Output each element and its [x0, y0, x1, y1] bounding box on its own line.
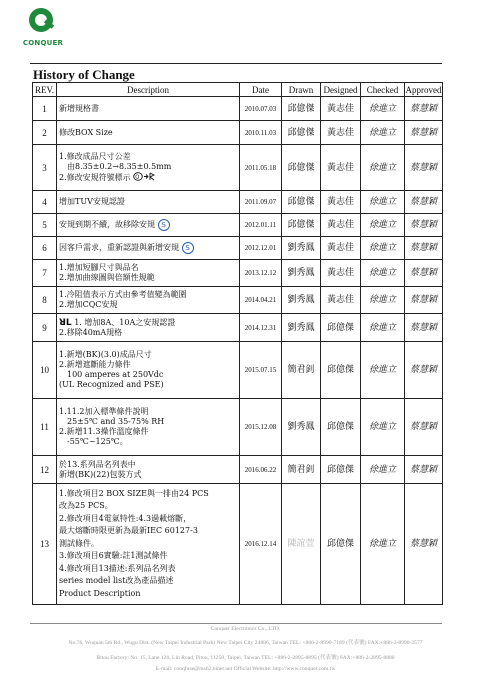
rev-cell: 5	[33, 214, 57, 237]
date-cell: 2012.12.01	[240, 237, 282, 260]
checked-signature: 徐進立	[361, 260, 405, 287]
rev-cell: 6	[33, 237, 57, 260]
cqc-mark-icon	[133, 172, 155, 184]
table-row	[33, 121, 443, 145]
date-cell: 2016.12.14	[240, 484, 282, 605]
col-header-checked: Checked	[361, 83, 405, 97]
designed-signature: 黃志佳	[321, 145, 361, 191]
history-table	[32, 82, 443, 605]
table-row	[33, 456, 443, 484]
svg-text:Q: Q	[135, 174, 140, 180]
approved-signature: 蔡慧穎	[405, 399, 443, 456]
col-header-description: Description	[57, 83, 240, 97]
footer-contact: E-mail: conqfuse@ms62.hinet.net Official Website: http://www.conquer.com.tw	[155, 666, 336, 672]
description-cell: ꓤL 1. 增加8A、10A之安規認證 2.移除40mA規格	[57, 314, 240, 342]
approved-signature: 蔡慧穎	[405, 97, 443, 121]
rev-cell: 9	[33, 314, 57, 342]
designed-signature: 黃志佳	[321, 237, 361, 260]
drawn-signature: 邱億傑	[282, 214, 321, 237]
table-row	[33, 342, 443, 399]
approved-signature: 蔡慧穎	[405, 191, 443, 214]
description-cell: 1.11.2加入標準條件說明 25±5℃ and 35-75% RH 2.新增11.3操作溫度條件 -55℃~125℃。	[57, 399, 240, 456]
checked-signature: 徐進立	[361, 342, 405, 399]
date-cell: 2012.01.11	[240, 214, 282, 237]
rev-cell: 4	[33, 191, 57, 214]
drawn-signature: 簡君釗	[282, 342, 321, 399]
table-row	[33, 237, 443, 260]
drawn-signature: 邱億傑	[282, 191, 321, 214]
s-mark-icon: S	[158, 219, 170, 231]
approved-signature: 蔡慧穎	[405, 287, 443, 314]
drawn-signature: 陳誼萱	[282, 484, 321, 605]
checked-signature: 徐進立	[361, 214, 405, 237]
checked-signature: 徐進立	[361, 399, 405, 456]
table-row	[33, 145, 443, 191]
description-cell: 安規到期不續，故移除安規 S	[57, 214, 240, 237]
designed-signature: 黃志佳	[321, 214, 361, 237]
page-title: History of Change	[33, 67, 135, 82]
checked-signature: 徐進立	[361, 191, 405, 214]
date-cell: 2010.11.03	[240, 121, 282, 145]
date-cell: 2016.06.22	[240, 456, 282, 484]
checked-signature: 徐進立	[361, 121, 405, 145]
footer-rule	[30, 623, 442, 624]
drawn-signature: 劉秀鳳	[282, 399, 321, 456]
description-cell: 因客戶需求，重新認證與新增安規 S	[57, 237, 240, 260]
description-cell: 1.修改項目2 BOX SIZE與一排由24 PCS 改為25 PCS。 2.修改項目4電氣特性:4.3過載熔斷， 最大熔斷時限更新為最新IEC 60127-3 測試條件。 3.修改項目6實驗:註1測試條件 4.修改項目13描述:系列品名列表 series model list改為產品描述 Product Description	[57, 484, 240, 605]
drawn-signature: 邱億傑	[282, 121, 321, 145]
approved-signature: 蔡慧穎	[405, 121, 443, 145]
footer-company: Conquer Electronics Co., LTD.	[210, 626, 281, 632]
designed-signature: 邱億傑	[321, 456, 361, 484]
approved-signature: 蔡慧穎	[405, 260, 443, 287]
date-cell: 2015.12.08	[240, 399, 282, 456]
description-cell: 1.增加短腳尺寸與品名 2.增加曲線圖與倍額性規範	[57, 260, 240, 287]
drawn-signature: 劉秀鳳	[282, 314, 321, 342]
description-cell: 1.修改成品尺寸公差 由8.35±0.2→8.35±0.5mm 2.修改安規符號標示 Q	[57, 145, 240, 191]
drawn-signature: 劉秀鳳	[282, 260, 321, 287]
approved-signature: 蔡慧穎	[405, 314, 443, 342]
description-cell: 新增規格書	[57, 97, 240, 121]
table-row	[33, 314, 443, 342]
header-rule	[30, 63, 442, 64]
rev-cell: 3	[33, 145, 57, 191]
description-cell: 於13.系列品名列表中 新增(BK)(22)包裝方式	[57, 456, 240, 484]
table-row	[33, 260, 443, 287]
drawn-signature: 邱億傑	[282, 97, 321, 121]
approved-signature: 蔡慧穎	[405, 342, 443, 399]
designed-signature: 黃志佳	[321, 260, 361, 287]
designed-signature: 黃志佳	[321, 97, 361, 121]
footer-address: No.76, Wuquan 5th Rd., Wugu Dist. (New Taipei Industrial Park) New Taipei City 24886, Taiwan TEL: +886-2-8990-7189 (代表號) FAX:+886-2-8990-2577	[68, 640, 423, 646]
drawn-signature: 劉秀鳳	[282, 237, 321, 260]
col-header-date: Date	[240, 83, 282, 97]
rev-cell: 2	[33, 121, 57, 145]
rev-cell: 10	[33, 342, 57, 399]
designed-signature: 黃志佳	[321, 287, 361, 314]
rev-cell: 1	[33, 97, 57, 121]
date-cell: 2010.07.03	[240, 97, 282, 121]
description-cell: 增加TUV安規認證	[57, 191, 240, 214]
approved-signature: 蔡慧穎	[405, 214, 443, 237]
description-cell: 1.新增(BK)(3.0)成品尺寸 2.新增遮斷能力條件 100 amperes at 250Vdc (UL Recognized and PSE)	[57, 342, 240, 399]
description-cell: 修改BOX Size	[57, 121, 240, 145]
drawn-signature: 簡君釗	[282, 456, 321, 484]
checked-signature: 徐進立	[361, 484, 405, 605]
ul-mark-icon: ꓤL	[59, 317, 72, 328]
drawn-signature: 劉秀鳳	[282, 287, 321, 314]
table-row	[33, 287, 443, 314]
description-cell: 1.冷阻值表示方式由參考值變為範圍 2.增加CQC安規	[57, 287, 240, 314]
date-cell: 2014.12.31	[240, 314, 282, 342]
s-mark-icon: S	[182, 242, 194, 254]
approved-signature: 蔡慧穎	[405, 484, 443, 605]
col-header-designed: Designed	[321, 83, 361, 97]
drawn-signature: 邱億傑	[282, 145, 321, 191]
designed-signature: 邱億傑	[321, 314, 361, 342]
rev-cell: 13	[33, 484, 57, 605]
col-header-drawn: Drawn	[282, 83, 321, 97]
table-row	[33, 214, 443, 237]
date-cell: 2015.07.15	[240, 342, 282, 399]
rev-cell: 12	[33, 456, 57, 484]
rev-cell: 8	[33, 287, 57, 314]
approved-signature: 蔡慧穎	[405, 456, 443, 484]
designed-signature: 邱億傑	[321, 484, 361, 605]
rev-cell: 11	[33, 399, 57, 456]
rev-cell: 7	[33, 260, 57, 287]
col-header-approved: Approved	[405, 84, 442, 95]
history-table-header	[33, 83, 443, 97]
designed-signature: 邱億傑	[321, 342, 361, 399]
checked-signature: 徐進立	[361, 456, 405, 484]
logo-text: CONQUER	[22, 39, 64, 47]
date-cell: 2014.04.21	[240, 287, 282, 314]
designed-signature: 黃志佳	[321, 121, 361, 145]
logo-mark-icon	[29, 8, 53, 32]
designed-signature: 邱億傑	[321, 399, 361, 456]
date-cell: 2011.09.07	[240, 191, 282, 214]
table-row	[33, 484, 443, 605]
date-cell: 2013.12.12	[240, 260, 282, 287]
company-logo	[17, 8, 69, 54]
table-row	[33, 191, 443, 214]
approved-signature: 蔡慧穎	[405, 145, 443, 191]
checked-signature: 徐進立	[361, 237, 405, 260]
col-header-rev: REV.	[33, 83, 57, 97]
checked-signature: 徐進立	[361, 314, 405, 342]
table-row	[33, 399, 443, 456]
checked-signature: 徐進立	[361, 97, 405, 121]
checked-signature: 徐進立	[361, 287, 405, 314]
footer-factory: Bitou Factory: No. 15, Lane 120, Lih Road, Pitou, 11250, Taipei, Taiwan TEL: +886-2-2895-8895 (代表號) FAX:+886-2-2895-8880	[96, 655, 395, 661]
checked-signature: 徐進立	[361, 145, 405, 191]
date-cell: 2011.05.18	[240, 145, 282, 191]
designed-signature: 黃志佳	[321, 191, 361, 214]
table-row	[33, 97, 443, 121]
approved-signature: 蔡慧穎	[405, 237, 443, 260]
